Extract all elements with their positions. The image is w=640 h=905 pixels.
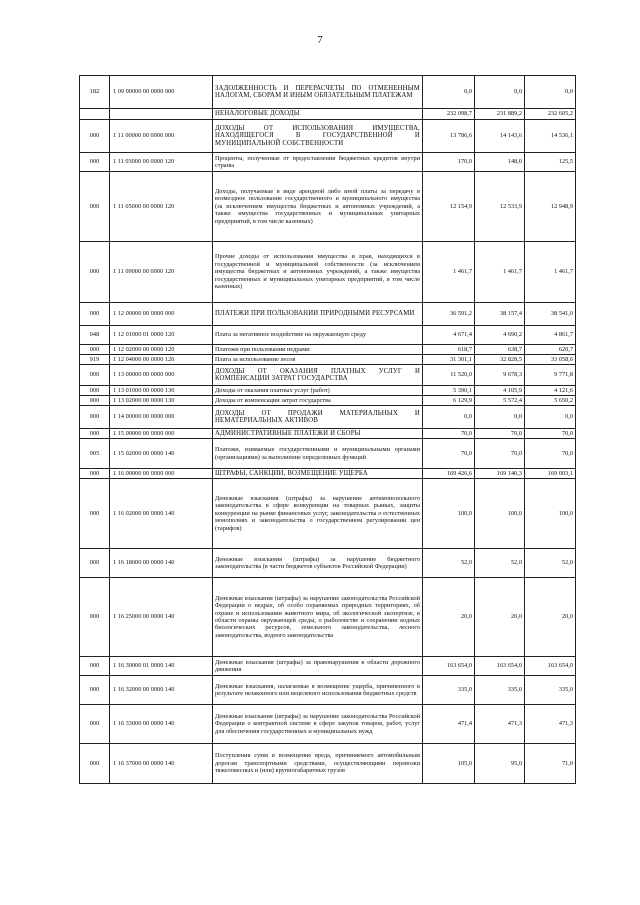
revenue-name-cell: ПЛАТЕЖИ ПРИ ПОЛЬЗОВАНИИ ПРИРОДНЫМИ РЕСУРСАМИ: [213, 303, 423, 326]
amount-year1-cell: 70,0: [423, 439, 475, 469]
table-row: [80, 120, 576, 153]
admin-code-cell: 000: [80, 578, 110, 657]
amount-year3-cell: 335,0: [525, 676, 576, 705]
amount-year2-cell: 335,0: [475, 676, 525, 705]
amount-year3-cell: 70,0: [525, 429, 576, 439]
amount-year1-cell: 0,0: [423, 76, 475, 109]
amount-year3-cell: 71,0: [525, 744, 576, 784]
admin-code-cell: 000: [80, 549, 110, 578]
budget-code-cell: 1 16 32000 00 0000 140: [110, 676, 213, 705]
amount-year3-cell: 169 003,1: [525, 469, 576, 479]
revenue-name-cell: Доходы от оказания платных услуг (работ): [213, 386, 423, 396]
budget-code-cell: 1 13 01000 00 0000 130: [110, 386, 213, 396]
table-row: [80, 657, 576, 676]
amount-year3-cell: 1 461,7: [525, 242, 576, 303]
amount-year1-cell: 11 520,0: [423, 365, 475, 386]
revenue-name-cell: Плата за негативное воздействие на окружающую среду: [213, 326, 423, 345]
revenue-name-cell: Денежные взыскания (штрафы) за нарушение антимонопольного законодательства в сфере конкуренции на товарных рынках, защиты конкуренции на рынке финансовых услуг, законодательства о естественных монополиях и законодательства о государственном регулировании цен (тарифов): [213, 479, 423, 549]
admin-code-cell: 000: [80, 365, 110, 386]
admin-code-cell: 000: [80, 153, 110, 172]
amount-year1-cell: 100,0: [423, 479, 475, 549]
revenue-name-cell: Платежи при пользовании недрами: [213, 345, 423, 355]
amount-year2-cell: 638,7: [475, 345, 525, 355]
budget-revenue-table: [79, 75, 576, 784]
admin-code-cell: 000: [80, 172, 110, 242]
revenue-name-cell: Денежные взыскания (штрафы) за правонарушения в области дорожного движения: [213, 657, 423, 676]
amount-year3-cell: 70,0: [525, 439, 576, 469]
table-row: [80, 676, 576, 705]
budget-code-cell: 1 16 37000 00 0000 140: [110, 744, 213, 784]
amount-year3-cell: 100,0: [525, 479, 576, 549]
amount-year3-cell: 0,0: [525, 406, 576, 429]
amount-year3-cell: 33 058,6: [525, 355, 576, 365]
revenue-name-cell: Доходы от компенсации затрат государства: [213, 396, 423, 406]
amount-year1-cell: 20,0: [423, 578, 475, 657]
admin-code-cell: 905: [80, 439, 110, 469]
admin-code-cell: 000: [80, 479, 110, 549]
revenue-name-cell: Денежные взыскания (штрафы) за нарушение законодательства Российской Федерации о контрактной системе в сфере закупок товаров, работ, услуг для обеспечения государственных и муниципальных нужд: [213, 705, 423, 744]
revenue-name-cell: Плата за использование лесов: [213, 355, 423, 365]
admin-code-cell: 000: [80, 303, 110, 326]
amount-year1-cell: 52,0: [423, 549, 475, 578]
table-row: [80, 705, 576, 744]
admin-code-cell: 000: [80, 120, 110, 153]
amount-year2-cell: 148,0: [475, 153, 525, 172]
amount-year1-cell: 105,0: [423, 744, 475, 784]
amount-year1-cell: 31 301,1: [423, 355, 475, 365]
amount-year2-cell: 5 572,4: [475, 396, 525, 406]
amount-year1-cell: 0,0: [423, 406, 475, 429]
amount-year1-cell: 471,4: [423, 705, 475, 744]
table-row: [80, 386, 576, 396]
admin-code-cell: 000: [80, 386, 110, 396]
amount-year2-cell: 12 533,9: [475, 172, 525, 242]
budget-code-cell: 1 09 00000 00 0000 000: [110, 76, 213, 109]
admin-code-cell: [80, 109, 110, 120]
amount-year1-cell: 170,0: [423, 153, 475, 172]
amount-year3-cell: 20,0: [525, 578, 576, 657]
budget-code-cell: 1 13 00000 00 0000 000: [110, 365, 213, 386]
revenue-name-cell: Денежные взыскания, налагаемые в возмещение ущерба, причиненного в результате незаконного или нецелевого использования бюджетных средств: [213, 676, 423, 705]
table-row: [80, 396, 576, 406]
budget-code-cell: 1 16 02000 00 0000 140: [110, 479, 213, 549]
budget-code-cell: 1 15 00000 00 0000 000: [110, 429, 213, 439]
admin-code-cell: 000: [80, 676, 110, 705]
revenue-name-cell: Денежные взыскания (штрафы) за нарушение бюджетного законодательства (в части бюджетов субъектов Российской Федерации): [213, 549, 423, 578]
table-row: [80, 355, 576, 365]
budget-code-cell: 1 14 00000 00 0000 000: [110, 406, 213, 429]
admin-code-cell: 000: [80, 345, 110, 355]
budget-code-cell: 1 16 30000 01 0000 140: [110, 657, 213, 676]
budget-code-cell: 1 16 33000 00 0000 140: [110, 705, 213, 744]
amount-year3-cell: 163 654,0: [525, 657, 576, 676]
revenue-name-cell: ДОХОДЫ ОТ ИСПОЛЬЗОВАНИЯ ИМУЩЕСТВА, НАХОДЯЩЕГОСЯ В ГОСУДАРСТВЕННОЙ И МУНИЦИПАЛЬНОЙ СОБСТВЕННОСТИ: [213, 120, 423, 153]
amount-year2-cell: 95,0: [475, 744, 525, 784]
amount-year3-cell: 125,5: [525, 153, 576, 172]
budget-code-cell: 1 11 00000 00 0000 000: [110, 120, 213, 153]
admin-code-cell: 000: [80, 469, 110, 479]
budget-code-cell: 1 11 05000 00 0000 120: [110, 172, 213, 242]
amount-year1-cell: 5 390,1: [423, 386, 475, 396]
table-row: [80, 439, 576, 469]
table-row: [80, 76, 576, 109]
amount-year1-cell: 13 786,6: [423, 120, 475, 153]
amount-year2-cell: 4 105,9: [475, 386, 525, 396]
amount-year3-cell: 5 650,2: [525, 396, 576, 406]
admin-code-cell: 000: [80, 396, 110, 406]
revenue-name-cell: ДОХОДЫ ОТ ПРОДАЖИ МАТЕРИАЛЬНЫХ И НЕМАТЕРИАЛЬНЫХ АКТИВОВ: [213, 406, 423, 429]
admin-code-cell: 000: [80, 744, 110, 784]
budget-code-cell: 1 16 25000 00 0000 140: [110, 578, 213, 657]
amount-year2-cell: 20,0: [475, 578, 525, 657]
amount-year2-cell: 38 157,4: [475, 303, 525, 326]
admin-code-cell: 000: [80, 657, 110, 676]
table-row: [80, 345, 576, 355]
amount-year2-cell: 32 828,5: [475, 355, 525, 365]
amount-year1-cell: 232 098,7: [423, 109, 475, 120]
revenue-name-cell: Платежи, взимаемые государственными и муниципальными органами (организациями) за выполнение определенных функций: [213, 439, 423, 469]
revenue-name-cell: ДОХОДЫ ОТ ОКАЗАНИЯ ПЛАТНЫХ УСЛУГ И КОМПЕНСАЦИИ ЗАТРАТ ГОСУДАРСТВА: [213, 365, 423, 386]
amount-year2-cell: 14 143,6: [475, 120, 525, 153]
amount-year3-cell: 9 771,8: [525, 365, 576, 386]
amount-year3-cell: 471,3: [525, 705, 576, 744]
revenue-name-cell: Денежные взыскания (штрафы) за нарушение законодательства Российской Федерации о недрах, об особо охраняемых природных территориях, об охране и использовании животного мира, об экологической экспертизе, в области охраны окружающей среды, о рыболовстве и сохранении водных биологических ресурсов, земельного законодательства, лесного законодательства, водного законодательства: [213, 578, 423, 657]
amount-year1-cell: 1 461,7: [423, 242, 475, 303]
amount-year1-cell: 163 654,0: [423, 657, 475, 676]
table-row: [80, 109, 576, 120]
amount-year3-cell: 620,7: [525, 345, 576, 355]
budget-code-cell: 1 16 18000 00 0000 140: [110, 549, 213, 578]
amount-year3-cell: 0,0: [525, 76, 576, 109]
budget-code-cell: 1 15 02000 00 0000 140: [110, 439, 213, 469]
revenue-name-cell: Прочие доходы от использования имущества и прав, находящихся в государственной и муниципальной собственности (за исключением имущества бюджетных и автономных учреждений, а также имущества государственных и муниципальных унитарных предприятий, в том числе казенных): [213, 242, 423, 303]
amount-year3-cell: 232 605,2: [525, 109, 576, 120]
revenue-name-cell: НЕНАЛОГОВЫЕ ДОХОДЫ: [213, 109, 423, 120]
revenue-name-cell: Проценты, полученные от предоставления бюджетных кредитов внутри страны: [213, 153, 423, 172]
amount-year1-cell: 618,7: [423, 345, 475, 355]
amount-year2-cell: 100,0: [475, 479, 525, 549]
revenue-name-cell: Поступления сумм в возмещение вреда, причиняемого автомобильным дорогам транспортными средствами, осуществляющими перевозки тяжеловесных и (или) крупногабаритных грузов: [213, 744, 423, 784]
amount-year3-cell: 4 861,7: [525, 326, 576, 345]
admin-code-cell: 000: [80, 429, 110, 439]
amount-year3-cell: 12 948,9: [525, 172, 576, 242]
admin-code-cell: 182: [80, 76, 110, 109]
amount-year2-cell: 0,0: [475, 76, 525, 109]
amount-year2-cell: 9 678,3: [475, 365, 525, 386]
amount-year2-cell: 4 690,2: [475, 326, 525, 345]
amount-year2-cell: 0,0: [475, 406, 525, 429]
table-body: [80, 76, 576, 784]
amount-year2-cell: 471,3: [475, 705, 525, 744]
table-row: [80, 469, 576, 479]
amount-year3-cell: 38 541,0: [525, 303, 576, 326]
budget-code-cell: 1 13 02000 00 0000 130: [110, 396, 213, 406]
amount-year2-cell: 169 140,3: [475, 469, 525, 479]
admin-code-cell: 000: [80, 705, 110, 744]
amount-year2-cell: 70,0: [475, 429, 525, 439]
budget-code-cell: 1 11 03000 00 0000 120: [110, 153, 213, 172]
budget-code-cell: [110, 109, 213, 120]
table-row: [80, 303, 576, 326]
table-row: [80, 365, 576, 386]
amount-year3-cell: 14 536,1: [525, 120, 576, 153]
revenue-name-cell: ЗАДОЛЖЕННОСТЬ И ПЕРЕРАСЧЕТЫ ПО ОТМЕНЕННЫМ НАЛОГАМ, СБОРАМ И ИНЫМ ОБЯЗАТЕЛЬНЫМ ПЛАТЕЖАМ: [213, 76, 423, 109]
budget-code-cell: 1 12 04000 00 0000 120: [110, 355, 213, 365]
revenue-name-cell: АДМИНИСТРАТИВНЫЕ ПЛАТЕЖИ И СБОРЫ: [213, 429, 423, 439]
table-row: [80, 429, 576, 439]
amount-year2-cell: 231 889,2: [475, 109, 525, 120]
amount-year1-cell: 4 671,4: [423, 326, 475, 345]
amount-year2-cell: 163 654,0: [475, 657, 525, 676]
admin-code-cell: 048: [80, 326, 110, 345]
budget-code-cell: 1 12 02000 00 0000 120: [110, 345, 213, 355]
amount-year2-cell: 1 461,7: [475, 242, 525, 303]
table-row: [80, 479, 576, 549]
amount-year1-cell: 335,0: [423, 676, 475, 705]
amount-year1-cell: 36 591,2: [423, 303, 475, 326]
budget-code-cell: 1 12 00000 00 0000 000: [110, 303, 213, 326]
table-row: [80, 153, 576, 172]
table-row: [80, 326, 576, 345]
admin-code-cell: 000: [80, 242, 110, 303]
table-row: [80, 242, 576, 303]
amount-year1-cell: 6 129,9: [423, 396, 475, 406]
table-row: [80, 406, 576, 429]
revenue-name-cell: Доходы, получаемые в виде арендной либо иной платы за передачу в возмездное пользование государственного и муниципального имущества (за исключением имущества бюджетных и автономных учреждений, а также имущества государственных и муниципальных унитарных предприятий, в том числе казенных): [213, 172, 423, 242]
amount-year1-cell: 169 426,6: [423, 469, 475, 479]
amount-year1-cell: 70,0: [423, 429, 475, 439]
amount-year2-cell: 52,0: [475, 549, 525, 578]
admin-code-cell: 000: [80, 406, 110, 429]
budget-code-cell: 1 11 09000 00 0000 120: [110, 242, 213, 303]
table-row: [80, 744, 576, 784]
amount-year3-cell: 4 121,6: [525, 386, 576, 396]
amount-year2-cell: 70,0: [475, 439, 525, 469]
budget-code-cell: 1 12 01000 01 0000 120: [110, 326, 213, 345]
amount-year3-cell: 52,0: [525, 549, 576, 578]
table-row: [80, 578, 576, 657]
page-number: 7: [317, 34, 323, 46]
amount-year1-cell: 12 154,9: [423, 172, 475, 242]
table-row: [80, 172, 576, 242]
budget-code-cell: 1 16 00000 00 0000 000: [110, 469, 213, 479]
admin-code-cell: 919: [80, 355, 110, 365]
revenue-name-cell: ШТРАФЫ, САНКЦИИ, ВОЗМЕЩЕНИЕ УЩЕРБА: [213, 469, 423, 479]
table-row: [80, 549, 576, 578]
